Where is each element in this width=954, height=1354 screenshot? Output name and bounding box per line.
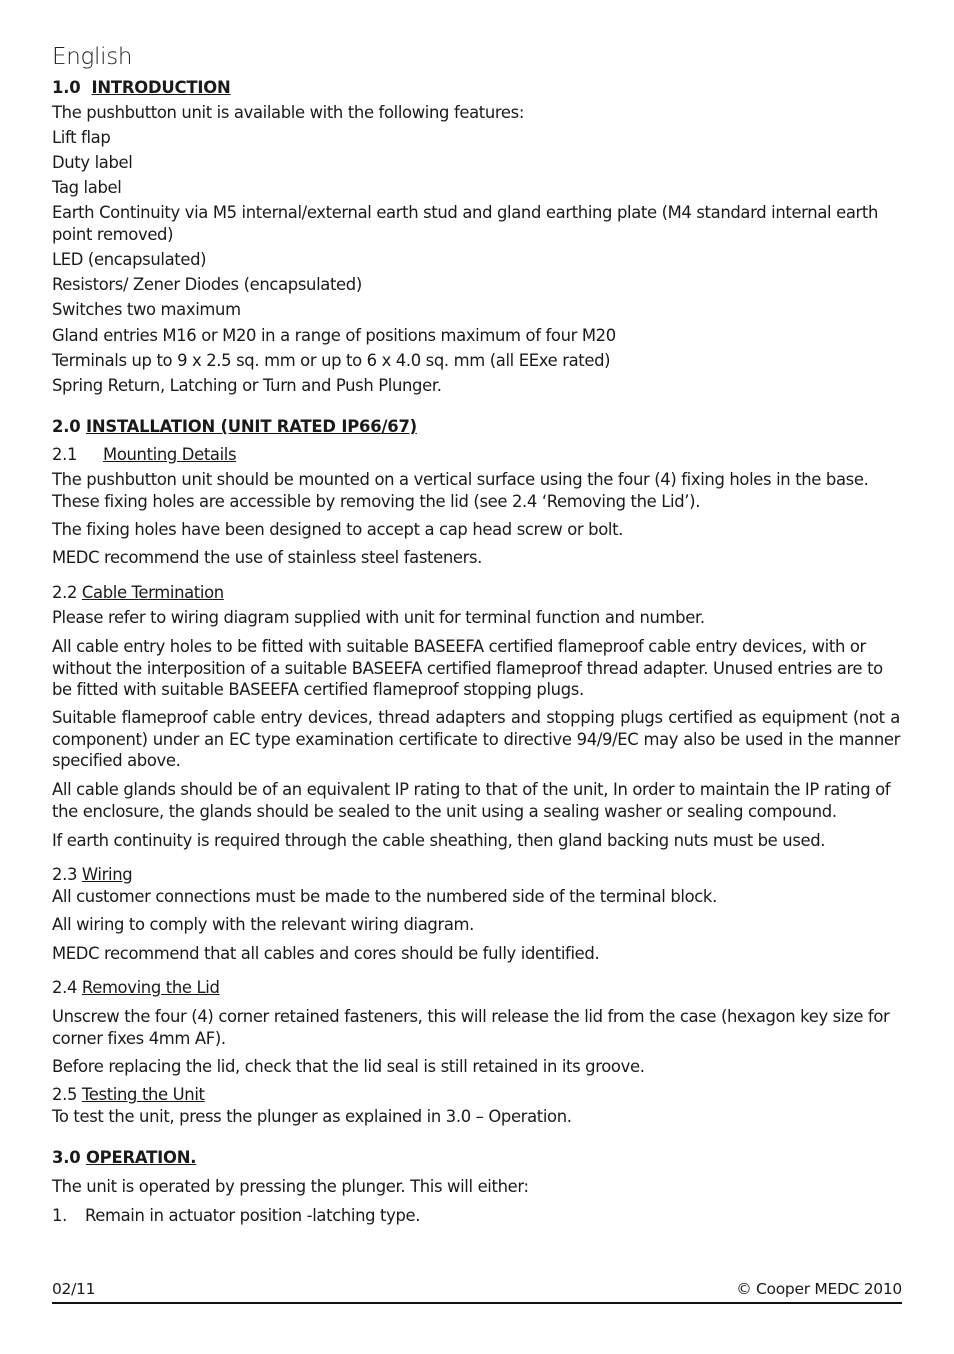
paragraph: All cable glands should be of an equivalent IP rating to that of the unit, In order to maintain the IP rating of the enclosure, the glands should be sealed to the unit using a sealing washer or sealing compound. (52, 780, 891, 821)
feature-item: Lift flap (52, 128, 111, 147)
feature-item: LED (encapsulated) (52, 250, 207, 269)
feature-item: Switches two maximum (52, 300, 241, 319)
feature-item: Tag label (52, 178, 122, 197)
feature-item: Duty label (52, 153, 133, 172)
paragraph: All customer connections must be made to the numbered side of the terminal block. (52, 887, 717, 906)
feature-item: Earth Continuity via M5 internal/external earth stud and gland earthing plate (M4 standard internal earth point removed) (52, 203, 879, 244)
paragraph: MEDC recommend that all cables and cores should be fully identified. (52, 944, 600, 963)
section-heading-introduction: 1.0 INTRODUCTION (52, 78, 231, 97)
paragraph: To test the unit, press the plunger as explained in 3.0 – Operation. (52, 1107, 572, 1126)
footer-date: 02/11 (52, 1280, 96, 1298)
subsection-heading-testing: 2.5 Testing the Unit (52, 1085, 205, 1104)
subsection-heading-cable-termination: 2.2 Cable Termination (52, 583, 224, 602)
paragraph: Before replacing the lid, check that the lid seal is still retained in its groove. (52, 1057, 645, 1076)
intro-lead: The pushbutton unit is available with the following features: (52, 103, 525, 122)
paragraph: Unscrew the four (4) corner retained fasteners, this will release the lid from the case (hexagon key size for corner fixes 4mm AF). (52, 1007, 890, 1048)
feature-item: Resistors/ Zener Diodes (encapsulated) (52, 275, 362, 294)
paragraph: The fixing holes have been designed to accept a cap head screw or bolt. (52, 520, 624, 539)
feature-item: Gland entries M16 or M20 in a range of positions maximum of four M20 (52, 326, 616, 345)
feature-item: Terminals up to 9 x 2.5 sq. mm or up to 6 x 4.0 sq. mm (all EExe rated) (52, 351, 611, 370)
paragraph: All cable entry holes to be fitted with suitable BASEEFA certified flameproof cable entry devices, with or without the interposition of a suitable BASEEFA certified flameproof thread adapter. Unused entries are to be fitted with suitable BASEEFA certified flameproof stopping plugs. (52, 637, 883, 699)
feature-item: Spring Return, Latching or Turn and Push Plunger. (52, 376, 442, 395)
section-heading-installation: 2.0 INSTALLATION (UNIT RATED IP66/67) (52, 417, 417, 436)
footer-rule (52, 1302, 902, 1304)
paragraph: All wiring to comply with the relevant wiring diagram. (52, 915, 475, 934)
language-heading: English (52, 44, 133, 70)
paragraph: MEDC recommend the use of stainless steel fasteners. (52, 548, 483, 567)
paragraph: Suitable flameproof cable entry devices, thread adapters and stopping plugs certified as equipment (not a component) under an EC type examination certificate to directive 94/9/EC may also be used in the manner specified above. (52, 708, 900, 770)
paragraph: The pushbutton unit should be mounted on a vertical surface using the four (4) fixing holes in the base. These fixing holes are accessible by removing the lid (see 2.4 ‘Removing the Lid’). (52, 470, 869, 511)
paragraph: Please refer to wiring diagram supplied with unit for terminal function and number. (52, 608, 705, 627)
footer-copyright: © Cooper MEDC 2010 (736, 1280, 902, 1298)
section-heading-operation: 3.0 OPERATION. (52, 1148, 197, 1167)
subsection-heading-removing-lid: 2.4 Removing the Lid (52, 978, 220, 997)
subsection-heading-mounting: 2.1 Mounting Details (52, 445, 237, 464)
paragraph: If earth continuity is required through the cable sheathing, then gland backing nuts must be used. (52, 831, 826, 850)
subsection-heading-wiring: 2.3 Wiring (52, 865, 133, 884)
paragraph: The unit is operated by pressing the plunger. This will either: (52, 1177, 529, 1196)
list-item: 1. Remain in actuator position -latching type. (52, 1206, 421, 1225)
